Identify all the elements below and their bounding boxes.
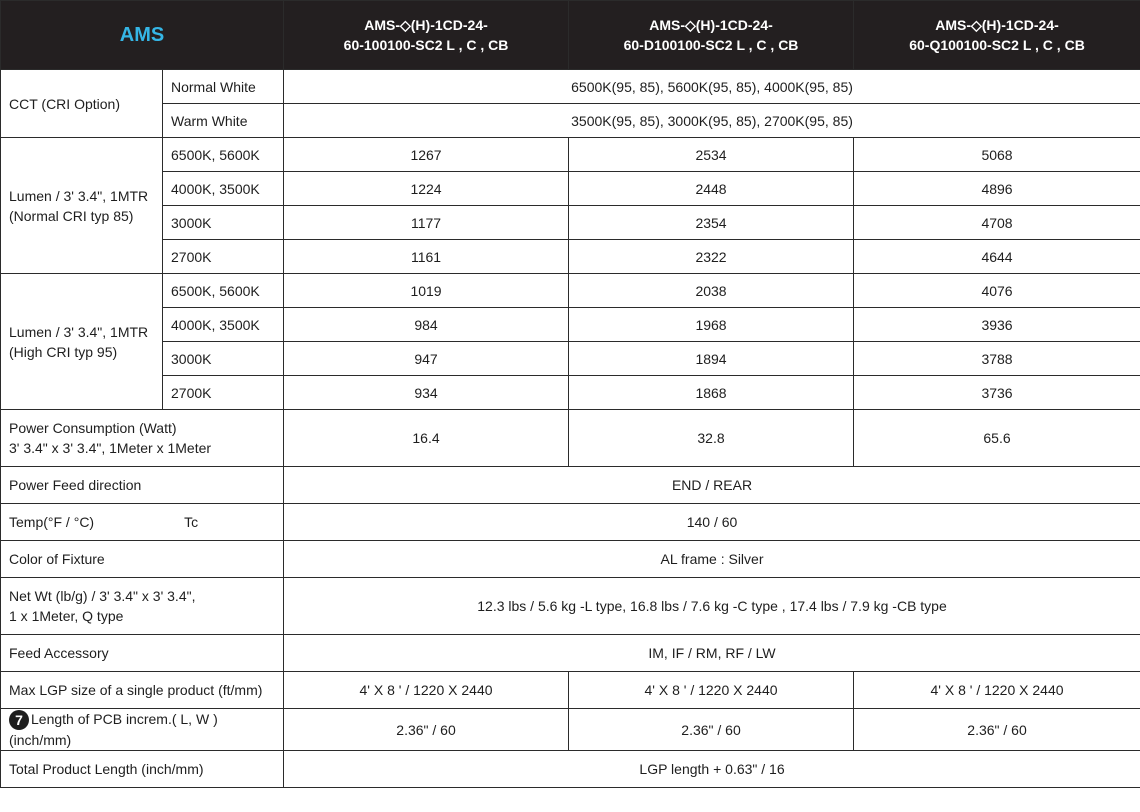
model-header-2 — [569, 1, 854, 70]
lumen-high-row — [1, 342, 1140, 376]
model-header-line1: AMS-◇(H)-1CD-24- — [364, 17, 488, 33]
max-lgp-value: 4' X 8 ' / 1220 X 2440 — [284, 672, 569, 709]
max-lgp-value: 4' X 8 ' / 1220 X 2440 — [569, 672, 854, 709]
net-wt-label — [1, 578, 284, 635]
pcb-value: 2.36" / 60 — [284, 709, 569, 751]
power-label-line1: Power Consumption (Watt) — [9, 420, 177, 436]
power-label — [1, 410, 284, 467]
lumen-value: 4708 — [854, 206, 1140, 240]
model-header-line2: 60-100100-SC2 L , C , CB — [343, 37, 509, 53]
power-label-line2: 3' 3.4" x 3' 3.4", 1Meter x 1Meter — [9, 440, 212, 456]
color-value: AL frame : Silver — [284, 541, 1140, 578]
total-length-label: Total Product Length (inch/mm) — [1, 751, 284, 788]
lumen-high-row — [1, 308, 1140, 342]
pcb-value: 2.36" / 60 — [569, 709, 854, 751]
lumen-value: 5068 — [854, 138, 1140, 172]
lumen-normal-row — [1, 206, 1140, 240]
lumen-normal-row — [1, 240, 1140, 274]
cct-group-label: 4000K, 3500K — [163, 308, 284, 342]
net-wt-label-line1: Net Wt (lb/g) / 3' 3.4" x 3' 3.4", — [9, 588, 196, 604]
lumen-normal-row — [1, 138, 1140, 172]
color-row — [1, 541, 1140, 578]
cct-group-label: 3000K — [163, 206, 284, 240]
pcb-label: Length of PCB increm.( L, W )(inch/mm) — [9, 711, 218, 749]
lumen-value: 1868 — [569, 376, 854, 410]
lumen-value: 1019 — [284, 274, 569, 308]
feed-direction-value: END / REAR — [284, 467, 1140, 504]
lumen-high-label — [1, 274, 163, 410]
total-length-row — [1, 751, 1140, 788]
pcb-value: 2.36" / 60 — [854, 709, 1140, 751]
tc-label: Tc — [184, 514, 199, 530]
max-lgp-value: 4' X 8 ' / 1220 X 2440 — [854, 672, 1140, 709]
pcb-label-cell — [1, 709, 284, 751]
model-header-line1: AMS-◇(H)-1CD-24- — [649, 17, 773, 33]
lumen-value: 1894 — [569, 342, 854, 376]
power-value: 65.6 — [854, 410, 1140, 467]
net-wt-label-line2: 1 x 1Meter, Q type — [9, 608, 124, 624]
net-wt-value: 12.3 lbs / 5.6 kg -L type, 16.8 lbs / 7.6 kg -C type , 17.4 lbs / 7.9 kg -CB type — [284, 578, 1140, 635]
lumen-value: 1267 — [284, 138, 569, 172]
lumen-normal-row — [1, 172, 1140, 206]
cct-value: 3500K(95, 85), 3000K(95, 85), 2700K(95, 85) — [284, 104, 1140, 138]
temp-row — [1, 504, 1140, 541]
lumen-value: 2322 — [569, 240, 854, 274]
lumen-value: 1968 — [569, 308, 854, 342]
lumen-value: 3788 — [854, 342, 1140, 376]
header-row — [1, 1, 1140, 70]
max-lgp-row — [1, 672, 1140, 709]
feed-direction-label: Power Feed direction — [1, 467, 284, 504]
cct-row-normal — [1, 70, 1140, 104]
lumen-high-label-line2: (High CRI typ 95) — [9, 343, 118, 360]
model-header-line2: 60-D100100-SC2 L , C , CB — [623, 37, 799, 53]
cct-group-label: 2700K — [163, 376, 284, 410]
lumen-value: 984 — [284, 308, 569, 342]
lumen-value: 4896 — [854, 172, 1140, 206]
lumen-value: 1177 — [284, 206, 569, 240]
lumen-high-label-line1: Lumen / 3' 3.4", 1MTR — [9, 323, 149, 340]
lumen-high-row — [1, 274, 1140, 308]
lumen-value: 2354 — [569, 206, 854, 240]
temp-label-cell — [1, 504, 284, 541]
model-header-line1: AMS-◇(H)-1CD-24- — [935, 17, 1059, 33]
power-value: 16.4 — [284, 410, 569, 467]
max-lgp-label: Max LGP size of a single product (ft/mm) — [1, 672, 284, 709]
lumen-value: 2038 — [569, 274, 854, 308]
model-header-3 — [854, 1, 1140, 70]
lumen-value: 3936 — [854, 308, 1140, 342]
lumen-normal-label-line2: (Normal CRI typ 85) — [9, 207, 134, 224]
power-value: 32.8 — [569, 410, 854, 467]
temp-value: 140 / 60 — [284, 504, 1140, 541]
lumen-value: 1161 — [284, 240, 569, 274]
lumen-value: 2534 — [569, 138, 854, 172]
feed-accessory-row — [1, 635, 1140, 672]
feed-accessory-label: Feed Accessory — [1, 635, 284, 672]
color-label: Color of Fixture — [1, 541, 284, 578]
feed-accessory-value: IM, IF / RM, RF / LW — [284, 635, 1140, 672]
number-badge-icon: 7 — [9, 710, 29, 730]
cct-group-label: 3000K — [163, 342, 284, 376]
cct-sub-label: Normal White — [163, 70, 284, 104]
lumen-value: 4644 — [854, 240, 1140, 274]
total-length-value: LGP length + 0.63" / 16 — [284, 751, 1140, 788]
lumen-value: 947 — [284, 342, 569, 376]
cct-group-label: 2700K — [163, 240, 284, 274]
lumen-value: 1224 — [284, 172, 569, 206]
temp-label: Temp(°F / °C) — [9, 514, 95, 530]
lumen-value: 934 — [284, 376, 569, 410]
cct-label: CCT (CRI Option) — [1, 70, 163, 138]
cct-group-label: 6500K, 5600K — [163, 274, 284, 308]
brand-header: AMS — [1, 1, 284, 70]
lumen-value: 4076 — [854, 274, 1140, 308]
cct-group-label: 6500K, 5600K — [163, 138, 284, 172]
feed-direction-row — [1, 467, 1140, 504]
lumen-value: 3736 — [854, 376, 1140, 410]
cct-group-label: 4000K, 3500K — [163, 172, 284, 206]
lumen-normal-label — [1, 138, 163, 274]
net-wt-row — [1, 578, 1140, 635]
lumen-normal-label-line1: Lumen / 3' 3.4", 1MTR — [9, 187, 149, 204]
pcb-row — [1, 709, 1140, 751]
lumen-high-row — [1, 376, 1140, 410]
power-row — [1, 410, 1140, 467]
model-header-line2: 60-Q100100-SC2 L , C , CB — [909, 37, 1085, 53]
cct-value: 6500K(95, 85), 5600K(95, 85), 4000K(95, 85) — [284, 70, 1140, 104]
model-header-1 — [284, 1, 569, 70]
lumen-value: 2448 — [569, 172, 854, 206]
cct-row-warm — [1, 104, 1140, 138]
cct-sub-label: Warm White — [163, 104, 284, 138]
